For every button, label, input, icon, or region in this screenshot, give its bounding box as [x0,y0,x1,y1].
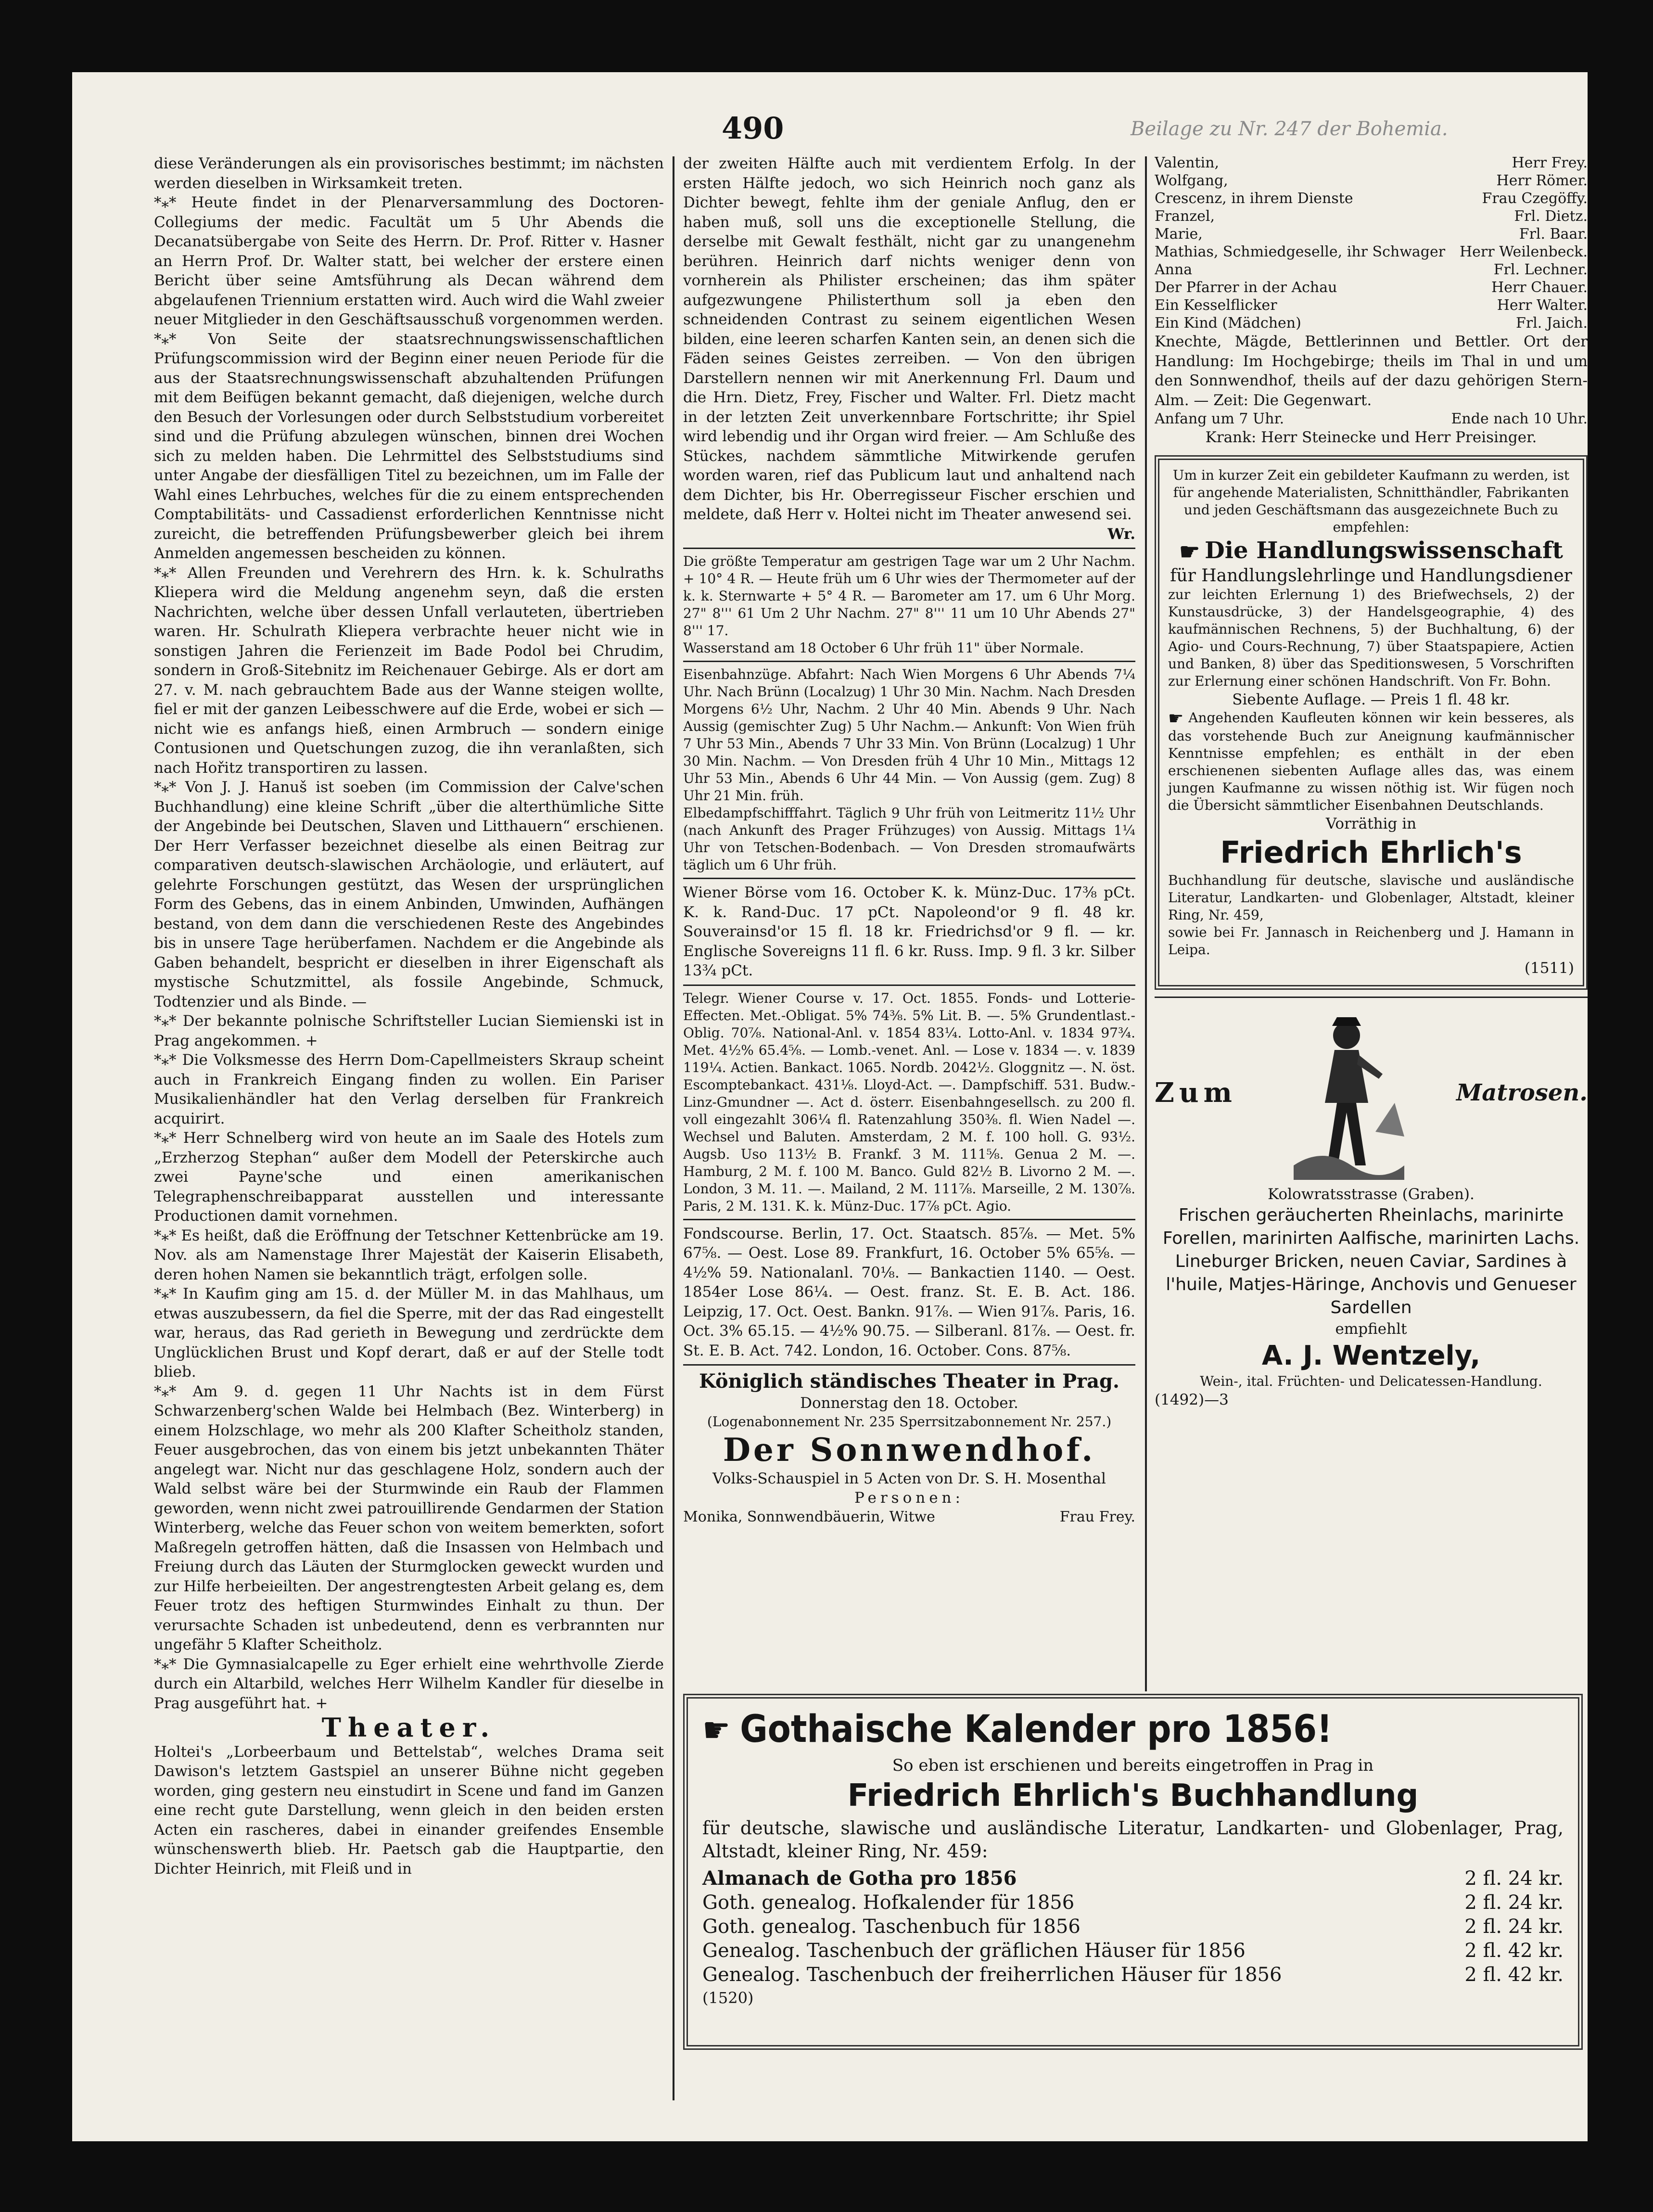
ad-number: (1520) [702,1989,754,2007]
theater-heading: Theater. [321,1712,496,1743]
item-price: 2 fl. 24 kr. [1464,1916,1564,1938]
item-title: Goth. genealog. Taschenbuch für 1856 [702,1916,1081,1938]
book-subtitle: für Handlungslehrlinge und Handlungsdiener [1170,566,1572,586]
running-head: Beilage zu Nr. 247 der Bohemia. [1131,118,1448,140]
theater-subscription: (Logenabonnement Nr. 235 Sperrsitzabonnement Nr. 257.) [707,1413,1112,1430]
cast-row [1155,207,1588,225]
cast-role: Anna [1155,261,1193,278]
item-price: 2 fl. 42 kr. [1464,1964,1564,1986]
sick-notice: Krank: Herr Steinecke und Herr Preisinger. [1205,429,1537,446]
item-title: Genealog. Taschenbuch der freiherrlichen Häuser für 1856 [702,1964,1282,1986]
end-time: Ende nach 10 Uhr. [1451,410,1588,427]
cast-actor: Frl. Jaich. [1516,315,1588,332]
pointing-hand-icon: ☛ [702,1710,731,1750]
water-level: Wasserstand am 18 October 6 Uhr früh 11" über Normale. [683,640,1084,656]
cast-notes: Knechte, Mägde, Bettlerinnen und Bettler. Ort der Handlung: Im Hochgebirge; theils im Thal in und um den Sonnwendhof, theils auf der dazu gehörigen Stern-Alm. — Zeit: Die Gegenwart. [1155,333,1588,409]
cast-role: Monika, Sonnwendbäuerin, Witwe [683,1508,935,1525]
bookshop-description: für deutsche, slawische und ausländische Literatur, Landkarten- und Globenlager, Prag, Altstadt, kleiner Ring, Nr. 459: [702,1817,1564,1862]
cast-row [1155,172,1588,190]
calendar-ad-intro: So eben ist erschienen und bereits eingetroffen in Prag in [892,1756,1374,1775]
book-description: zur leichten Erlernung 1) des Briefwechsels, 2) der Kunstausdrücke, 3) der Handelsgeographie, 4) des kaufmännischen Rechnens, 5) der Buchhaltung, 6) der Agio- und Cours-Rechnung, 7) über Staatspapiere, Actien und Banken, 8) über das Speditionswesen, 5 Vorschriften zur Erlernung einer schönen Handschrift. Von Fr. Bohn. [1168,586,1574,689]
cast-list [1155,154,1588,332]
article: diese Veränderungen als ein provisorisches bestimmt; im nächsten werden dieselben in Wirksamkeit treten. [154,155,664,192]
cast-row [1155,225,1588,243]
sign-word-zum: Zum [1155,1077,1237,1109]
merchant-name: A. J. Wentzely, [1261,1340,1481,1371]
cast-actor: Frl. Dietz. [1514,208,1588,225]
divider [683,661,1135,662]
cast-actor: Frl. Lechner. [1493,261,1588,278]
item-title: Genealog. Taschenbuch der gräflichen Häuser für 1856 [702,1940,1246,1962]
cast-role: Ein Kesselflicker [1155,297,1277,314]
list-item [702,1963,1564,1987]
article: *⁎* Allen Freunden und Verehrern des Hrn. k. k. Schulraths Kliepera wird die Meldung angenehm seyn, daß die ersten Nachrichten, welche über dessen Unfall verlauteten, übertrieben waren. Hr. Schulrath Kliepera verbrachte heuer nicht wie in sonstigen Jahren die Ferienzeit im Bade Podol bei Chrudim, sondern in Groß-Sitebnitz im Reichenauer Gebirge. Als er dort am 27. v. M. nach gebrauchtem Bade aus der Wanne steigen wollte, fiel er mit der ganzen Leibesschwere auf die Erde, wobei er sich — nicht wie es anfangs hieß, einen Armbruch — sondern einige Contusionen und Quetschungen zuzog, die ihn veranlaßten, sich nach Hořitz transportiren zu lassen. [154,564,664,777]
cast-role: Marie, [1155,226,1203,243]
article: *⁎* Der bekannte polnische Schriftsteller Lucian Siemienski ist in Prag angekommen. + [154,1012,664,1049]
ad-number: (1492)—3 [1155,1391,1229,1408]
article: *⁎* Heute findet in der Plenarversammlung des Doctoren-Collegiums der medic. Facultät um 5 Uhr Abends die Decanatsübergabe von Seite des Herrn. Dr. Prof. Ritter v. Hasner an Herrn Prof. Dr. Walter statt, bei welcher der erstere einen Bericht über seine Amtsführung als Decan während dem abgelaufenen Triennium erstatten wird. Auch wird die Wahl zweier neuer Mitglieder in den Geschäftsausschuß vorgenommen werden. [154,194,664,328]
railway-schedule: Eisenbahnzüge. Abfahrt: Nach Wien Morgens 6 Uhr Abends 7¼ Uhr. Nach Brünn (Localzug) 1 Uhr 30 Min. Nachm. Nach Dresden Morgens 6½ Uhr, Nachm. 2 Uhr 40 Min. Abends 9 Uhr. Nach Aussig (gemischter Zug) 5 Uhr Nachm.— Ankunft: Von Wien früh 7 Uhr 53 Min., Abends 7 Uhr 33 Min. Von Brünn (Localzug) 1 Uhr 30 Min. Nachm. — Von Dresden früh 4 Uhr 10 Min., Mittags 12 Uhr 53 Min., Abends 6 Uhr 44 Min. — Von Aussig (gem. Zug) 8 Uhr 21 Min. früh. [683,666,1135,804]
list-item [702,1867,1564,1891]
article: *⁎* Von Seite der staatsrechnungswissenschaftlichen Prüfungscommission wird der Beginn einer neuen Periode für die aus der Staatsrechnungswissenschaft abzuhaltenden Prüfungen mit dem Beifügen bekannt gemacht, daß diejenigen, welche durch den Besuch der Vorlesungen oder durch Selbststudium vorbereitet sind und die Prüfung abzulegen wünschen, binnen drei Wochen sich zu melden haben. Die Lehrmittel des Selbststudiums sind unter Angabe der diesfälligen Titel zu bezeichnen, um im Falle der Wahl eines Lehrbuches, welches für die zu einem entsprechenden Comptabilitäts- und Cassadienst erforderlichen Kenntnisse nicht zureicht, die betreffenden Prüfungsbewerber gleich bei ihrem Anmelden angemessen bescheiden zu können. [154,330,664,562]
column-3 [1155,154,1588,1771]
fonds-course: Fondscourse. Berlin, 17. Oct. Staatsch. 85⅞. — Met. 5% 67⅝. — Oest. Lose 89. Frankfurt, 16. October 5% 65⅝. — 4½% 59. Nationalanl. 70⅛. — Bankactien 1140. — Oest. 1854er Lose 86¼. — Oest. franz. St. E. B. Act. 186. Leipzig, 17. Oct. Oest. Bankn. 91⅞. — Wien 91⅞. Paris, 16. Oct. 3% 65.15. — 4½% 90.75. — Silberanl. 81⅞. — Oest. fr. St. E. B. Act. 742. London, 16. October. Cons. 87⅝. [683,1225,1135,1359]
cast-role: Ein Kind (Mädchen) [1155,315,1301,332]
steamship-schedule: Elbedampfschifffahrt. Täglich 9 Uhr früh von Leitmeritz 11½ Uhr (nach Ankunft des Prager Frühzuges) von Aussig. Mittags 1¼ Uhr von Tetschen-Bodenbach. — Von Dresden stromaufwärts täglich um 6 Uhr früh. [683,805,1135,873]
product-list: Frischen geräucherten Rheinlachs, marinirte Forellen, marinirten Aalfische, marinirten Lachs. Lineburger Bricken, neuen Caviar, Sardines à l'huile, Matjes-Häringe, Anchovis und Genueser Sardellen [1162,1205,1580,1317]
article: *⁎* Am 9. d. gegen 11 Uhr Nachts ist in dem Fürst Schwarzenberg'schen Walde bei Helmbach (Bez. Winterberg) in einem Holzschlage, wo mehr als 200 Klafter Scheitholz standen, Feuer ausgebrochen, das von einem bis jetzt unbekannten Thäter angelegt war. Nicht nur das geschlagene Holz, sondern auch der Wald selbst wäre bei der Sturmwinde ein Raub der Flammen geworden, wenn nicht zwei patrouillirende Gendarmen der Station Winterberg, welche das Feuer schon von weitem bemerkten, sofort Maßregeln getroffen hätten, daß die Insassen von Helmbach und Freiung durch das Läuten der Sturmglocken geweckt wurden und zur Hilfe herbeieilten. Der angestrengtesten Arbeit gelang es, dem Feuer trotz des heftigen Sturmwindes Einhalt zu thun. Der verursachte Schaden ist unbedeutend, denn es verbrannten nur ungefähr 5 Klafter Scheitholz. [154,1382,664,1653]
stock-exchange: Wiener Börse vom 16. October K. k. Münz-Duc. 17⅜ pCt. K. k. Rand-Duc. 17 pCt. Napoleond'or 9 fl. 48 kr. Souverainsd'or 15 fl. 18 kr. Friedrichsd'or 9 fl. — kr. Englische Sovereigns 11 fl. 6 kr. Russ. Imp. 9 fl. 3 kr. Silber 13¾ pCt. [683,884,1135,979]
article: *⁎* Herr Schnelberg wird von heute an im Saale des Hotels zum „Erzherzog Stephan“ außer dem Modell der Peterskirche auch zwei Payne'sche und einen amerikanischen Telegraphenschreibapparat ausstellen und interessante Productionen damit vornehmen. [154,1129,664,1225]
play-title: Der Sonnwendhof. [723,1431,1096,1469]
newspaper-page [72,72,1588,2141]
column-2 [683,154,1135,1771]
sailor-illustration [1284,1007,1409,1180]
cast-actor: Herr Frey. [1512,154,1588,171]
theater-name: Königlich ständisches Theater in Prag. [699,1370,1119,1393]
item-price: 2 fl. 24 kr. [1464,1867,1564,1890]
divider [683,1219,1135,1220]
cast-row [683,1508,1135,1526]
item-price: 2 fl. 24 kr. [1464,1892,1564,1914]
ad-note-text: Angehenden Kaufleuten können wir kein besseres, als das vorstehende Buch zur Aneignung kaufmännischer Kenntnisse empfehlen; es enthält in der eben erschienenen siebenten Auflage alles das, was einem jungen Kaufmanne zu wissen nöthig ist. Wir fügen noch die Übersicht sämmtlicher Eisenbahnen Deutschlands. [1168,710,1574,813]
sign-word-matrosen: Matrosen. [1456,1079,1588,1107]
calendar-list [702,1867,1564,1987]
cast-row [1155,279,1588,296]
page-number: 490 [722,111,784,146]
shop-address: Kolowratsstrasse (Graben). [1268,1185,1475,1203]
article: *⁎* In Kaufim ging am 15. d. der Müller M. in das Mahlhaus, um etwas auszubessern, da fiel die Sperre, mit der das Rad eingestellt war, heraus, das Rad gerieth in Bewegung und zerdrückte dem Unglücklichen Brust und Kopf derart, daß er auf der Stelle todt blieb. [154,1285,664,1381]
ad-note [1168,709,1574,814]
cast-actor: Herr Römer. [1496,172,1588,189]
article: *⁎* Die Gymnasialcapelle zu Eger erhielt eine wehrthvolle Zierde durch ein Altarbild, welches Herr Wilhelm Kandler für dieselbe in Prag ausgeführt hat. + [154,1655,664,1712]
signature: Wr. [1107,525,1135,543]
article: *⁎* Von J. J. Hanuš ist soeben (im Commission der Calve'schen Buchhandlung) eine kleine Schrift „über die alterthümliche Sitte der Angebinde bei Deutschen, Slaven und Litthauern“ erschienen. Der Herr Verfasser bezeichnet dieselbe als einen Beitrag zur comparativen deutsch-slawischen Archäologie, und erläutert, auf gelehrte Forschungen gestützt, das Wesen der ursprünglichen Form des Gebens, das in einem Anbinden, Umwinden, Aufhängen bestand, von dem dann die verschiedenen Reste des Angebindes bis in unsere Tage herüberfamen. Nachdem er die Angebinde als Gaben behandelt, bespricht er dieselben in ihrer Eigenschaft als mystische Schutzmittel, als fossile Angebinde, Schmuck, Todtenzier und als Binde. — [154,779,664,1010]
book-price: Siebente Auflage. — Preis 1 fl. 48 kr. [1232,690,1510,708]
calendar-advertisement [683,1694,1583,2050]
book-advertisement [1155,455,1588,990]
calendar-ad-title-text: Gothaische Kalender pro 1856! [740,1708,1333,1751]
cast-role: Franzel, [1155,208,1215,225]
cast-row [1155,154,1588,172]
stock-note: Vorräthig in [1325,815,1417,832]
item-price: 2 fl. 42 kr. [1464,1940,1564,1962]
cast-actor: Frau Czegöffy. [1482,190,1588,207]
cast-row [1155,314,1588,332]
divider [683,1364,1135,1366]
cast-actor: Frau Frey. [1059,1508,1135,1525]
book-title [1168,536,1574,567]
item-title: Goth. genealog. Hofkalender für 1856 [702,1892,1075,1914]
play-subtitle: Volks-Schauspiel in 5 Acten von Dr. S. H. Mosenthal [712,1470,1106,1487]
divider [683,878,1135,879]
book-title-text: Die Handlungswissenschaft [1205,537,1563,564]
bookshop-description: Buchhandlung für deutsche, slavische und ausländische Literatur, Landkarten- und Globenlager, Altstadt, kleiner Ring, Nr. 459, [1168,872,1574,923]
delicatessen-advertisement [1155,1002,1588,1410]
pointing-hand-icon: ☛ [1179,538,1200,565]
ad-number: (1511) [1524,959,1574,977]
cast-row [1155,261,1588,279]
article: der zweiten Hälfte auch mit verdientem Erfolg. In der ersten Hälfte jedoch, wo sich Heinrich noch ganz als Dichter bewegt, fehlte ihm der geniale Anflug, den er haben muß, soll uns die exceptionelle Stellung, die derselbe mit Gewalt festhält, nicht gar zu unangenehm berühren. Heinrich darf nichts weniger denn von vornherein als Philister erscheinen; das ihm später aufgezwungene Philisterthum soll ja eben den schneidenden Contrast zu seinem eigentlichen Wesen bilden, eine leeren scharfen Kanten sein, an denen sich die Fäden seines Geistes zerreiben. — Von den übrigen Darstellern nennen wir mit Anerkennung Frl. Daum und die Hrn. Dietz, Frey, Fischer und Walter. Frl. Dietz macht in der letzten Zeit unverkennbare Fortschritte; ihr Spiel wird lebendig und ihr Organ wird freier. — Am Schluße des Stückes, nachdem sämmtliche Mitwirkende gerufen worden waren, rief das Publicum laut und anhaltend nach dem Dichter, bis Hr. Oberregisseur Fischer erschien und meldete, daß Herr v. Holtei nicht im Theater anwesend sei. [683,155,1135,523]
cast-role: Mathias, Schmiedgeselle, ihr Schwager [1155,243,1446,260]
ad-intro: Um in kurzer Zeit ein gebildeter Kaufmann zu werden, ist für angehende Materialisten, Schnitthändler, Fabrikanten und jeden Geschäftsmann das ausgezeichnete Buch zu empfehlen: [1172,467,1570,535]
cast-role: Crescenz, in ihrem Dienste [1155,190,1353,207]
merchant-description: Wein-, ital. Früchten- und Delicatessen-Handlung. [1200,1373,1542,1389]
cast-role: Valentin, [1155,154,1219,171]
cast-row [1155,243,1588,261]
cast-actor: Herr Walter. [1497,297,1588,314]
column-1 [154,154,664,2098]
cast-role: Der Pfarrer in der Achau [1155,279,1337,296]
article: *⁎* Die Volksmesse des Herrn Dom-Capellmeisters Skraup scheint auch in Frankreich Eingang finden zu wollen. Ein Pariser Musikalienhändler hat den Verlag derselben für Frankreich acquirirt. [154,1051,664,1127]
recommends: empfiehlt [1335,1320,1407,1338]
cast-row [1155,296,1588,314]
cast-role: Wolfgang, [1155,172,1228,189]
start-time: Anfang um 7 Uhr. [1155,410,1284,427]
divider [1155,997,1588,998]
cast-actor: Herr Weilenbeck. [1459,243,1588,260]
calendar-ad-title [702,1705,1564,1754]
list-item [702,1915,1564,1939]
item-title: Almanach de Gotha pro 1856 [702,1867,1017,1890]
article: Holtei's „Lorbeerbaum und Bettelstab“, welches Drama seit Dawison's letztem Gastspiel an unserer Bühne nicht gegeben worden, ging gestern neu einstudirt in Scene und fand im Ganzen eine recht gute Darstellung, wenn gleich in den beiden ersten Acten ein rascheres, dabei in einander greifendes Ensemble wünschenswerth blieb. Hr. Paetsch gab die Hauptpartie, den Dichter Heinrich, mit Fleiß und in [154,1743,664,1878]
divider [683,985,1135,986]
other-sellers: sowie bei Fr. Jannasch in Reichenberg und J. Hamann in Leipa. [1168,924,1574,958]
bookshop-name: Friedrich Ehrlich's [1220,835,1522,870]
theater-date: Donnerstag den 18. October. [800,1394,1018,1412]
weather-report: Die größte Temperatur am gestrigen Tage war um 2 Uhr Nachm. + 10° 4 R. — Heute früh um 6 Uhr wies der Thermometer auf der k. k. Sternwarte + 5° 4 R. — Barometer am 17. um 6 Uhr Morg. 27" 8''' 61 Um 2 Uhr Nachm. 27" 8''' 11 um 10 Uhr Abends 27" 8''' 17. [683,553,1135,639]
cast-row [1155,190,1588,207]
bookshop-name: Friedrich Ehrlich's Buchhandlung [847,1778,1419,1814]
list-item [702,1939,1564,1963]
column-divider [673,156,674,2100]
cast-heading: Personen: [854,1489,964,1507]
show-times [1155,410,1588,428]
cast-actor: Herr Chauer. [1491,279,1588,296]
cast-actor: Frl. Baar. [1519,226,1588,243]
column-divider [1145,156,1147,1691]
exchange-rates: Telegr. Wiener Course v. 17. Oct. 1855. Fonds- und Lotterie-Effecten. Met.-Obligat. 5% 74⅜. 5% Lit. B. —. 5% Grundentlast.-Oblig. 70⅞. National-Anl. v. 1854 83¼. Lotto-Anl. v. 1834 97¾. Met. 4½% 65.4⅝. — Lomb.-venet. Anl. — Lose v. 1834 —. v. 1839 119¼. Actien. Bankact. 1065. Nordb. 2042½. Gloggnitz —. N. öst. Escomptebankact. 431⅛. Lloyd-Act. —. Dampfschiff. 531. Budw.-Linz-Gmundner —. Act d. österr. Eisenbahngesellsch. zu 200 fl. voll eingezahlt 306¼ fl. Ratenzahlung 350⅜. fl. Wien Nadel —. Wechsel und Baluten. Amsterdam, 2 M. f. 100 holl. G. 93½. Augsb. Uso 113½ B. Frankf. 3 M. 111⅝. Genua 2 M. —. Hamburg, 2 M. f. 100 M. Banco. Guld 82½ B. Livorno 2 M. —. London, 3 M. 11. —. Mailand, 2 M. 111⅞. Marseille, 2 M. 130⅞. Paris, 2 M. 131. K. k. Münz-Duc. 17⅞ pCt. Agio. [683,990,1135,1214]
article: *⁎* Es heißt, daß die Eröffnung der Tetschner Kettenbrücke am 19. Nov. als am Namenstage Ihrer Majestät der Kaiserin Elisabeth, deren hohen Namen sie bekanntlich trägt, erfolgen solle. [154,1227,664,1283]
list-item [702,1891,1564,1915]
pointing-hand-icon: ☛ [1168,708,1184,729]
divider [683,548,1135,549]
